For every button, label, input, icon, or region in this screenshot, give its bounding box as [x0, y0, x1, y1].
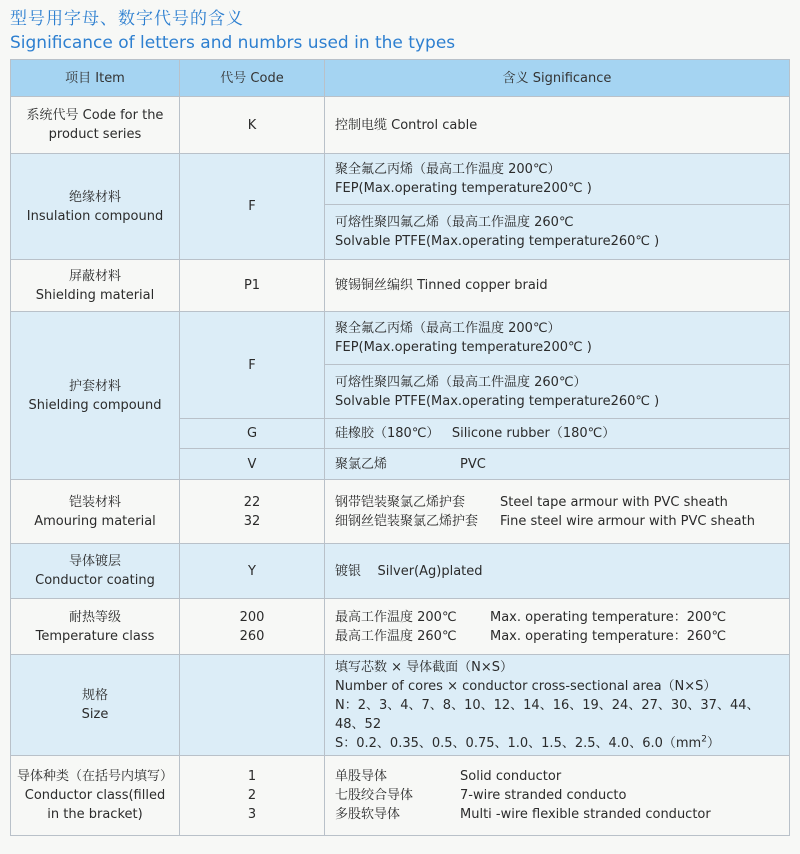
code-cell: F	[180, 312, 325, 419]
meaning-en: PVC	[460, 456, 486, 472]
code-cell	[180, 599, 325, 655]
item-cell	[11, 756, 180, 836]
meaning-cell	[325, 449, 790, 480]
item-cell	[11, 312, 180, 480]
item-label-en: Temperature class	[35, 628, 155, 644]
meaning-cn: 细钢丝铠装聚氯乙烯护套	[335, 513, 479, 529]
table-row-conductor	[11, 756, 790, 836]
code-cell	[180, 480, 325, 544]
item-cell	[11, 154, 180, 260]
meaning-cn: 单股导体	[335, 769, 388, 784]
meaning-cn: 可熔性聚四氟乙烯（最高工作温度 260℃	[335, 215, 574, 230]
code-cell: F	[180, 154, 325, 260]
code-cell: V	[180, 449, 325, 480]
meaning-cn: 可熔性聚四氟乙烯（最高工件温度 260℃）	[335, 374, 587, 390]
meaning-cn: 硅橡胶（180℃）	[335, 426, 440, 441]
meaning-en: Max. operating temperature：200℃	[490, 609, 727, 625]
size-line-3: N：2、3、4、7、8、10、12、14、16、19、24、27、30、37、44、48、52	[335, 697, 760, 732]
meaning-en: 7-wire stranded conducto	[460, 788, 627, 803]
meaning-cell	[325, 312, 790, 365]
size-line-4-text: S：0.2、0.35、0.5、0.75、1.0、1.5、2.5、4.0、6.0（mm	[335, 735, 702, 751]
meaning-cell	[325, 205, 790, 260]
title-english: Significance of letters and numbrs used in the types	[10, 33, 456, 53]
meaning-en: Steel tape armour with PVC sheath	[500, 494, 728, 510]
meaning-cell	[325, 599, 790, 655]
table-row-armour	[11, 480, 790, 544]
table-row-size	[11, 655, 790, 756]
meaning-cell: 镀锡铜丝编织 Tinned copper braid	[325, 260, 790, 312]
table-header-row	[11, 60, 790, 97]
meaning-cell	[325, 419, 790, 449]
meaning-en: Max. operating temperature：260℃	[490, 628, 727, 644]
meaning-cell: 控制电缆 Control cable	[325, 97, 790, 154]
code-cell	[180, 756, 325, 836]
meaning-en: Fine steel wire armour with PVC sheath	[500, 513, 755, 529]
item-label-en: Conductor coating	[35, 573, 155, 588]
code-cell: P1	[180, 260, 325, 312]
item-label-cn: 导体镀层	[68, 554, 121, 569]
meaning-en: Silicone rubber（180℃）	[451, 426, 616, 441]
item-label-en-2: in the bracket)	[47, 807, 143, 822]
meaning-cell	[325, 544, 790, 599]
item-label-cn: 铠装材料	[68, 494, 121, 510]
item-label-en: Amouring material	[34, 513, 156, 529]
item-label-cn: 规格	[81, 688, 108, 703]
size-line-2: Number of cores × conductor cross-sectional area（N×S）	[335, 678, 717, 694]
item-label-cn: 绝缘材料	[68, 189, 121, 205]
code-cell: Y	[180, 544, 325, 599]
meaning-cn: 七股绞合导体	[335, 788, 414, 803]
meaning-cell	[325, 480, 790, 544]
item-label-cn: 导体种类（在括号内填写）	[16, 769, 173, 784]
code-value: 3	[247, 807, 257, 822]
item-label-cn: 耐热等级	[68, 609, 121, 625]
meaning-en: Solvable PTFE(Max.operating temperature260℃ )	[335, 234, 660, 249]
item-label-en: Shielding material	[35, 287, 155, 303]
item-cell	[11, 655, 180, 756]
item-cell	[11, 97, 180, 154]
meaning-en: FEP(Max.operating temperature200℃ )	[335, 181, 592, 196]
type-code-table	[10, 59, 790, 836]
code-value: 22	[243, 494, 261, 510]
size-line-1: 填写芯数 × 导体截面（N×S）	[335, 659, 514, 675]
meaning-cell	[325, 365, 790, 419]
item-cell	[11, 599, 180, 655]
header-significance: 含义 Significance	[325, 60, 790, 97]
meaning-en: Multi -wire flexible stranded conductor	[460, 807, 711, 822]
code-value: 1	[247, 769, 257, 784]
header-item: 项目 Item	[11, 60, 180, 97]
table-row-jacket	[11, 312, 790, 365]
item-label-en: Shielding compound	[28, 397, 162, 413]
table-row-shielding	[11, 260, 790, 312]
code-value: 2	[247, 788, 257, 803]
item-cell	[11, 544, 180, 599]
code-cell: G	[180, 419, 325, 449]
item-label-en: Size	[81, 707, 109, 722]
meaning-cn: 钢带铠装聚氯乙烯护套	[335, 494, 466, 510]
item-label-cn: 护套材料	[68, 378, 121, 394]
table-row-insulation	[11, 154, 790, 205]
meaning-cell	[325, 154, 790, 205]
code-cell	[180, 655, 325, 756]
meaning-cn: 聚全氟乙丙烯（最高工作温度 200℃）	[335, 162, 561, 177]
meaning-cn: 最高工作温度 260℃	[335, 628, 457, 644]
table-row-series	[11, 97, 790, 154]
size-line-4	[335, 734, 789, 753]
meaning-cn: 多股软导体	[335, 807, 401, 822]
item-cell	[11, 480, 180, 544]
table-row-temperature	[11, 599, 790, 655]
item-label-en: Insulation compound	[26, 208, 164, 224]
code-value: 260	[239, 628, 265, 644]
meaning-cell	[325, 756, 790, 836]
table-row-coating	[11, 544, 790, 599]
meaning-cell	[325, 655, 790, 756]
code-value: 200	[239, 609, 265, 625]
size-unit-sup: 2	[701, 734, 707, 745]
item-label-en: product series	[48, 127, 142, 142]
title-chinese: 型号用字母、数字代号的含义	[10, 9, 244, 29]
size-line-4-end: ）	[706, 735, 720, 751]
meaning-cn: 镀银	[335, 563, 362, 579]
item-label-en: Conductor class(filled	[24, 788, 166, 803]
item-label-cn: 屏蔽材料	[68, 268, 121, 284]
code-cell: K	[180, 97, 325, 154]
header-code: 代号 Code	[180, 60, 325, 97]
item-label-cn: 系统代号 Code for the	[26, 108, 164, 123]
meaning-en: Solid conductor	[460, 769, 562, 784]
meaning-en: FEP(Max.operating temperature200℃ )	[335, 340, 592, 355]
meaning-en: Solvable PTFE(Max.operating temperature260℃ )	[335, 393, 660, 409]
meaning-cn: 聚氯乙烯	[335, 456, 388, 472]
item-cell	[11, 260, 180, 312]
meaning-cn: 最高工作温度 200℃	[335, 609, 457, 625]
meaning-en: Silver(Ag)plated	[377, 563, 483, 579]
code-value: 32	[243, 513, 261, 529]
meaning-cn: 聚全氟乙丙烯（最高工作温度 200℃）	[335, 321, 561, 336]
